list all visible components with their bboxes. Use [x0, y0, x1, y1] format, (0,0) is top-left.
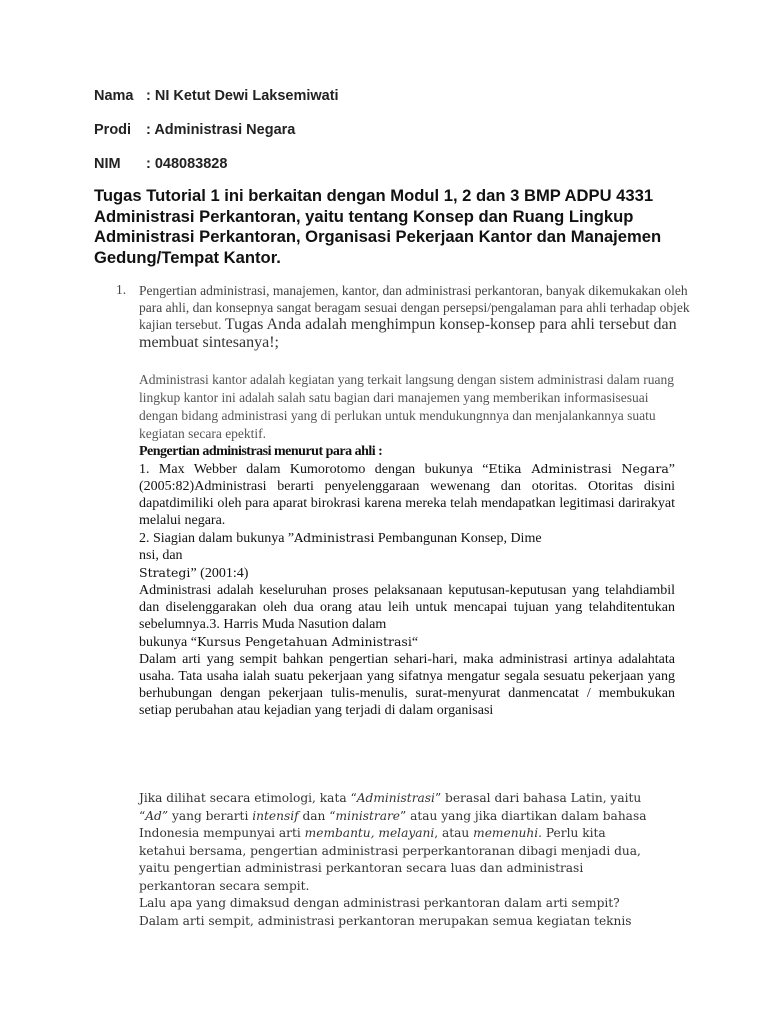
p2-pre: 2. Siagian dalam bukunya ” [139, 531, 295, 546]
etimo-l3-c: Perlu kita [542, 826, 606, 840]
ahli-paragraph-3-line1 [139, 633, 675, 651]
etimo-l3-a: Indonesia mempunyai arti [139, 826, 305, 840]
question-task: Tugas Anda adalah menghimpun konsep-konsep para ahli tersebut dan membuat sintesanya!; [139, 316, 677, 351]
etimo-l1-em: Administrasi [356, 791, 435, 805]
nama-label: Nama [94, 88, 134, 104]
ahli-section [139, 443, 675, 719]
etimo-l3-b: , atau [434, 826, 474, 840]
prodi-label: Prodi [94, 122, 132, 138]
header-prodi [94, 122, 295, 138]
etimo-l3-em1: membantu, melayani [304, 826, 435, 840]
etimologi-line-5: yaitu pengertian administrasi perkantoran secara luas dan administrasi [139, 861, 584, 875]
header-nim [94, 156, 227, 172]
etimo-l2-c: dan “ [298, 808, 336, 823]
ahli-paragraph-2-body: Administrasi adalah keseluruhan proses pelaksanaan keputusan-keputusan yang telahdiambil dan diselenggarakan oleh dua orang atau leih untuk mencapai tujuan yang telahditentukan sebelumnya.3. Harris Muda Nasution dalam [139, 583, 675, 632]
p1-post: ” (2005:82)Administrasi berarti penyelenggaraan wewenang dan otoritas. Otoritas disini dapatdimiliki oleh para aparat birokrasi karena mereka telah mendapatkan legitimasi darirakyat melalui negara. [139, 462, 675, 528]
p1-book-title: Etika Administrasi Negara [488, 461, 669, 476]
etimologi-line-4: ketahui bersama, pengertian administrasi perperkantoranan dibagi menjadi dua, [139, 843, 641, 858]
p3-pre: bukunya “ [139, 635, 197, 650]
etimo-l2-em3: ministrare [335, 808, 400, 823]
etimologi-paragraph [139, 790, 684, 930]
question-body: Pengertian administrasi, manajemen, kantor, dan administrasi perkantoran, banyak dikemukakan oleh para ahli, dan konsepnya sangat beragam sesuai dengan persepsi/pengalaman para ahli terhadap objek kajian tersebut. [139, 283, 690, 332]
etimo-l2-em1: Ad” [145, 808, 169, 823]
etimo-l3-em2: memenuhi. [473, 826, 543, 840]
etimologi-line-8: Dalam arti sempit, administrasi perkantoran merupakan semua kegiatan teknis [139, 913, 632, 928]
ahli-paragraph-2-line2: nsi, dan [139, 548, 183, 563]
ahli-paragraph-2-line1 [139, 529, 675, 547]
p2-mid: Pembangunan Konsep, Dime [374, 531, 542, 546]
etimo-l1-a: Jika dilihat secara etimologi, kata “ [139, 791, 357, 805]
etimo-l2-b: yang berarti [168, 808, 253, 823]
p3-post: “ [411, 635, 419, 650]
intro-paragraph: Administrasi kantor adalah kegiatan yang terkait langsung dengan sistem administrasi dalam ruang lingkup kantor ini adalah salah satu bagian dari manajemen yang memberikan informasisesuai dengan bidang administrasi yang di perlukan untuk mendukungnnya dan menjalankannya suatu kegiatan secara epektif. [139, 372, 674, 441]
task-title: Tugas Tutorial 1 ini berkaitan dengan Modul 1, 2 dan 3 BMP ADPU 4331 Administrasi Perkantoran, yaitu tentang Konsep dan Ruang Lingkup Administrasi Perkantoran, Organisasi Pekerjaan Kantor dan Manajemen Gedung/Tempat Kantor. [94, 186, 662, 267]
etimologi-line-3 [139, 825, 684, 843]
prodi-value: : Administrasi Negara [146, 122, 296, 138]
header-nama [94, 88, 339, 104]
etimologi-line-2 [139, 808, 684, 826]
etimologi-line-6: perkantoran secara sempit. [139, 878, 310, 893]
ahli-heading: Pengertian administrasi menurut para ahli : [139, 444, 383, 459]
nim-label: NIM [94, 156, 121, 172]
etimologi-line-1 [139, 790, 684, 808]
etimo-l1-b: ” berasal dari bahasa Latin, yaitu [434, 791, 642, 805]
p2-book-title-a: Administrasi [294, 530, 375, 545]
p1-pre: 1. Max Webber dalam Kumorotomo dengan bukunya “ [139, 462, 489, 477]
nim-value: : 048083828 [146, 156, 228, 172]
question-text [139, 282, 699, 352]
p2-post: ” (2001:4) [190, 566, 249, 581]
etimo-l2-a: “ [139, 808, 146, 823]
nama-value: : NI Ketut Dewi Laksemiwati [146, 88, 339, 104]
ahli-paragraph-2-line3 [139, 564, 675, 582]
etimologi-line-7: Lalu apa yang dimaksud dengan administrasi perkantoran dalam arti sempit? [139, 896, 620, 910]
etimo-l2-em2: intensif [252, 808, 299, 823]
p2-book-title-b: Strategi [139, 565, 191, 580]
etimo-l2-d: ” atau yang jika diartikan dalam bahasa [400, 808, 647, 823]
ahli-paragraph-1 [139, 460, 675, 529]
ahli-paragraph-3-body: Dalam arti yang sempit bahkan pengertian sehari-hari, maka administrasi artinya adalahtata usaha. Tata usaha ialah suatu pekerjaan yang sifatnya mengatur segala sesuatu pekerjaan yang berhubungan dengan pekerjaan tulis-menulis, surat-menyurat danmencatat / membukukan setiap perubahan atau kejadian yang terjadi di dalam organisasi [139, 652, 675, 718]
p3-book-title: Kursus Pengetahuan Administrasi [196, 634, 412, 649]
question-number: 1. [116, 282, 127, 297]
